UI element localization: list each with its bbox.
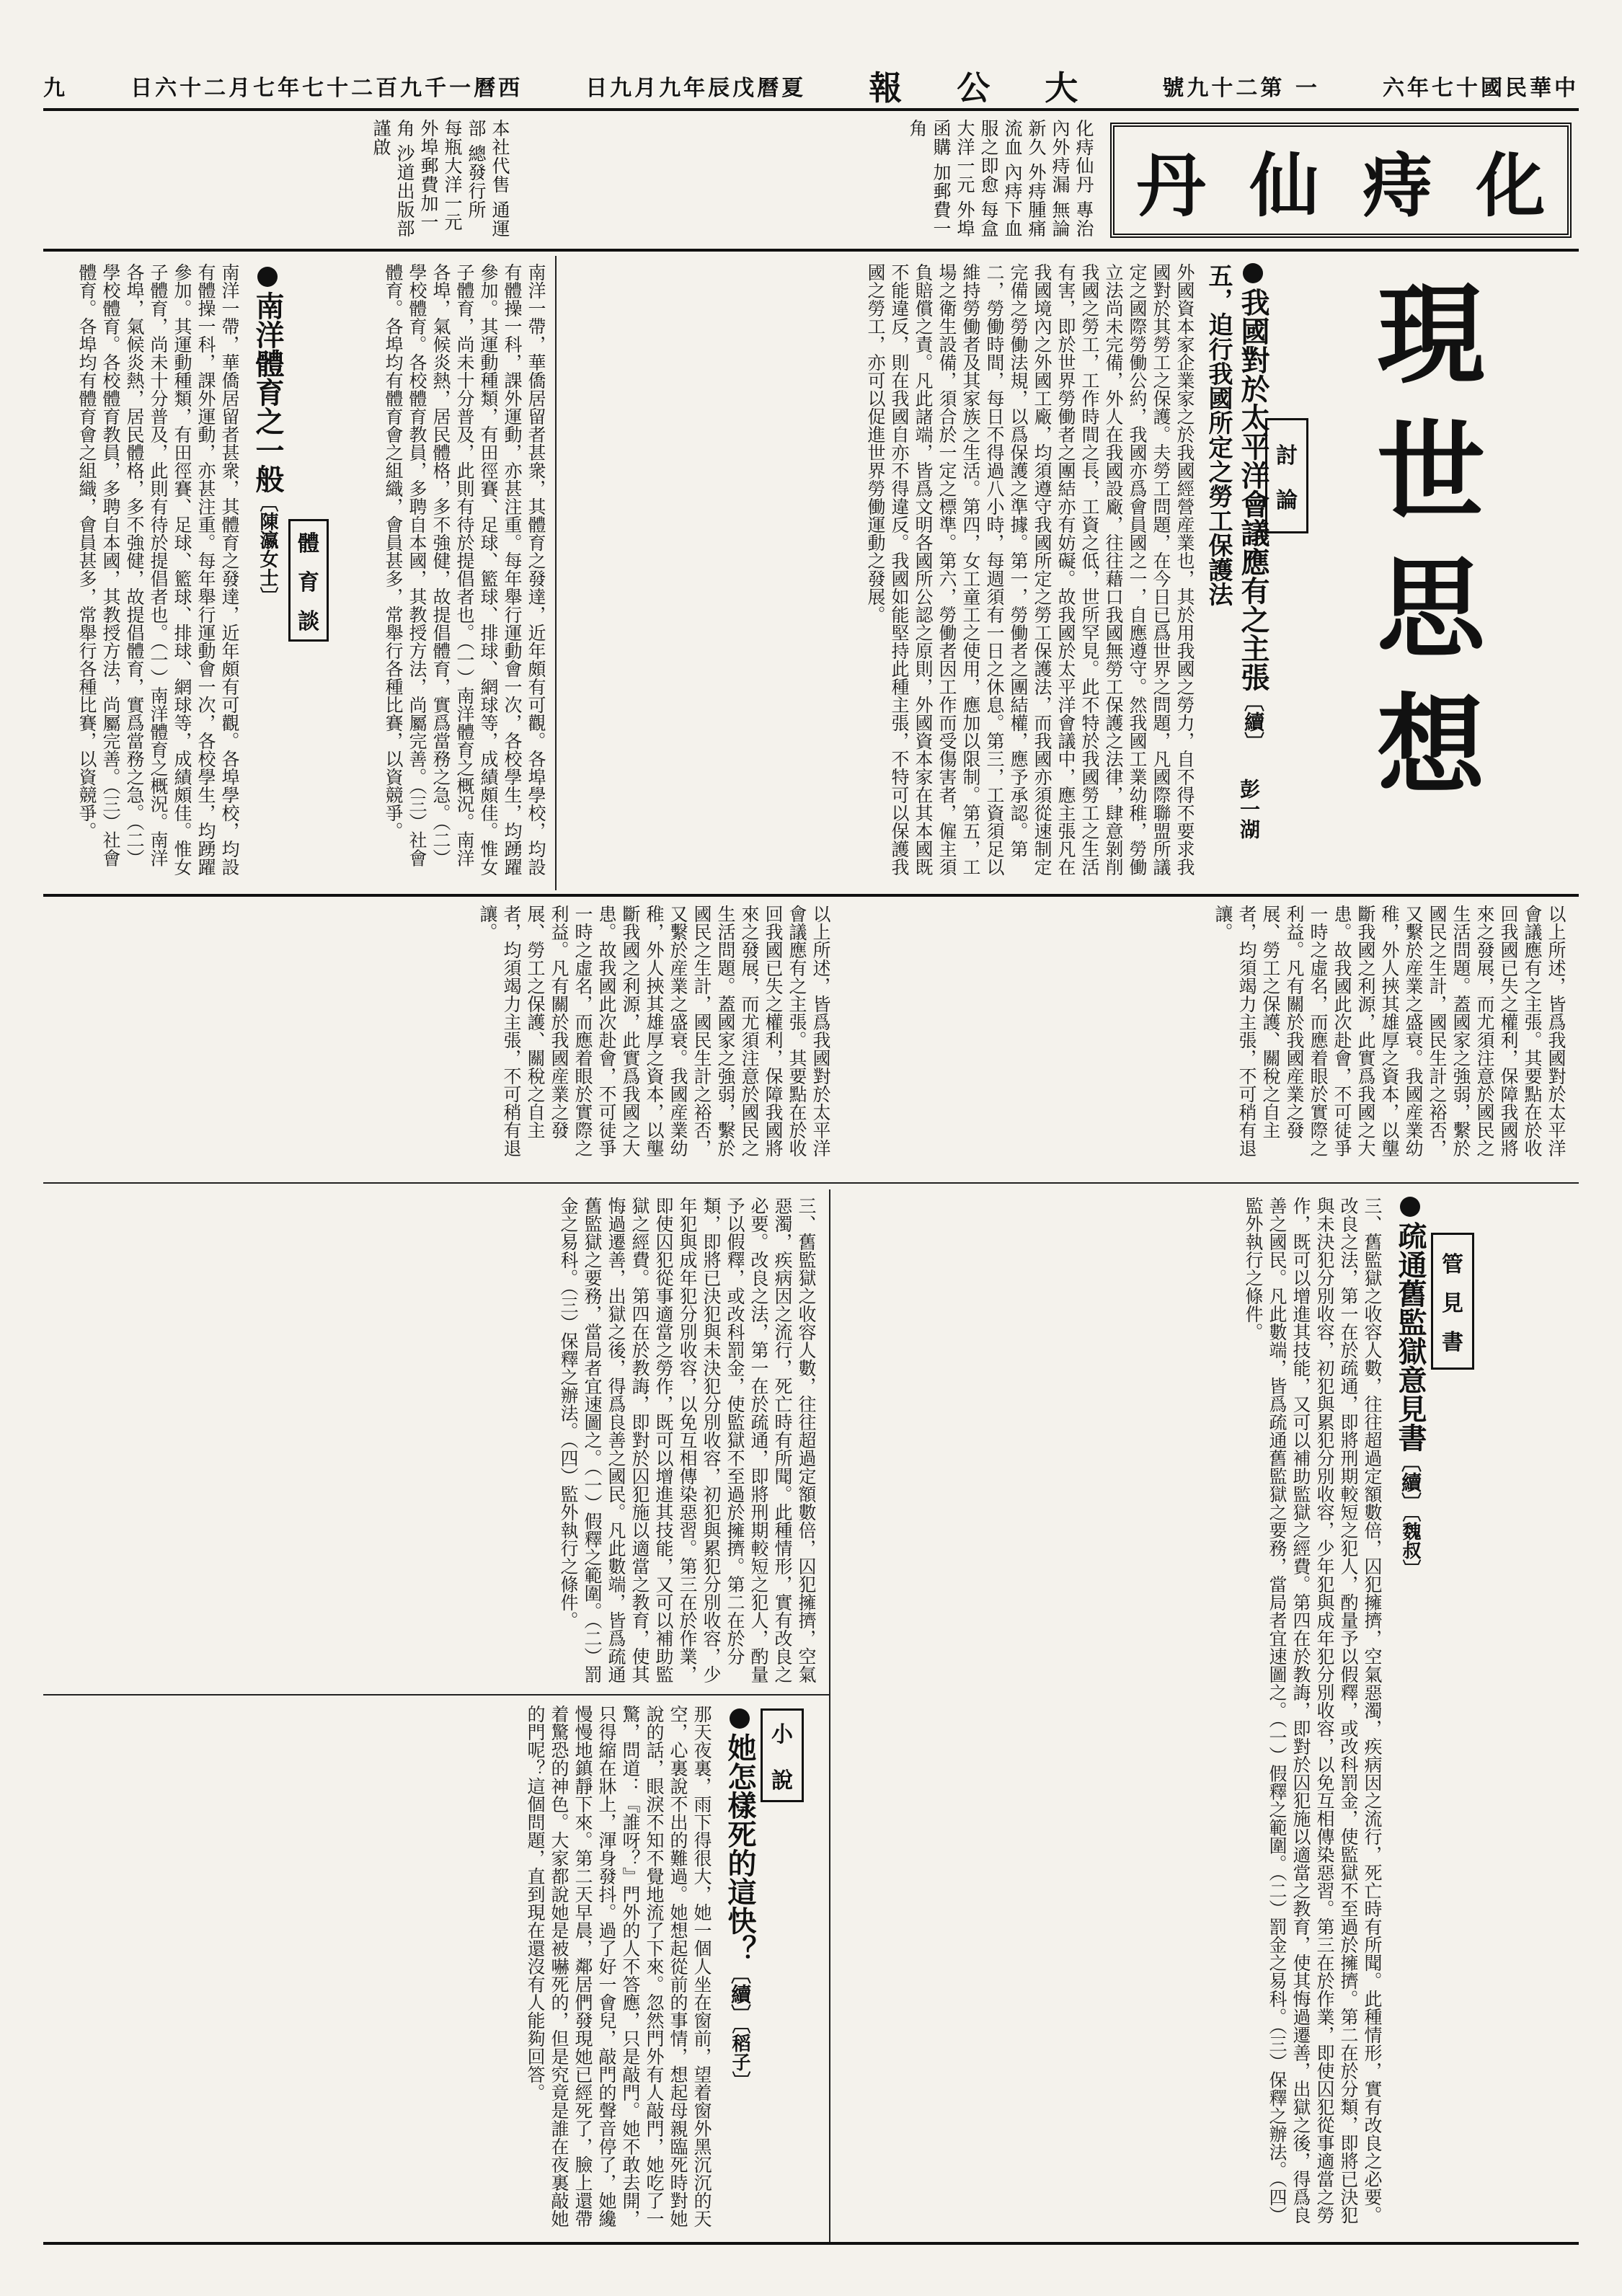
continued-tag: 〔續〕: [728, 1964, 752, 2024]
dateline-republic-date: 六年七十國民華中: [1382, 76, 1579, 101]
dateline-page-number: 九: [43, 76, 68, 101]
continued-tag: 〔續〕: [1399, 1452, 1422, 1512]
label-char: 說: [771, 1768, 793, 1794]
label-char: 小: [771, 1722, 793, 1747]
continued-tag: 〔續〕: [1241, 691, 1265, 752]
mid-divider: [43, 1182, 1579, 1184]
masthead-title: [1319, 267, 1550, 858]
ad-strip-left: 本社代售 通運部 總發行所 每瓶大洋一元 外埠郵費加一角 沙道出版部謹啟: [371, 119, 510, 238]
bullet-icon: [730, 1708, 750, 1729]
masthead-char: 現: [1376, 272, 1492, 399]
main-article-body: 外國資本家企業家之於我國經營産業也，其於用我國之勞力，自不得不要求我國對於其勞工之保護。夫勞工問題，在今日已爲世界之問題，凡國際聯盟所議定之國際勞働公約，我國亦爲會員國之一，自應遵守。然我國工業幼稚，勞働立法尚未完備，外人在我國設廠，往往藉口我國無勞工保護之法律，肆意剝削我國之勞工，工作時間之長，工資之低，世所罕見。此不特於我國勞工之生活有害，即於世界勞働者之團結亦有妨礙。故我國於太平洋會議中，應主張凡在我國境內之外國工廠，均須遵守我國所定之勞工保護法，而我國亦須從速制定完備之勞働法規，以爲保護之準據。第一，勞働者之團結權，應予承認。第二，勞働時間，每日不得過八小時，每週須有一日之休息。第三，工資須足以維持勞働者及其家族之生活。第四，女工童工之使用，應加以限制。第五，工場之衛生設備，須合於一定之標準。第六，勞働者因工作而受傷害者，僱主須負賠償之責。凡此諸端，皆爲文明各國所公認之原則，外國資本家在其本國既不能違反，則在我國自亦不得違反。我國如能堅持此種主張，不特可以保護我國之勞工，亦可以促進世界勞働運動之發展。: [865, 263, 1195, 876]
sports-body-left: 南洋一帶，華僑居留者甚衆，其體育之發達，近年頗有可觀。各埠學校，均設有體操一科，課外運動，亦甚注重。每年舉行運動會一次，各校學生，均踴躍參加。其運動種類，有田徑賽、足球、籃球、排球、網球等，成績頗佳。惟女子體育，尚未十分普及，此則有待於提倡者也。（一）南洋體育之概況。南洋各埠，氣候炎熱，居民體格，多不強健，故提倡體育，實爲當務之急。（二）學校體育。各校體育教員，多聘自本國，其教授方法，尚屬完善。（三）社會體育。各埠均有體育會之組織，會員甚多，常舉行各種比賽，以資競爭。: [76, 263, 240, 876]
ad-huazhi-xiandan: [1110, 123, 1572, 238]
opinion-headline-text: 疏通舊監獄意見書: [1393, 1221, 1427, 1452]
masthead-char: 想: [1376, 683, 1492, 810]
main-author: 彭一湖: [1237, 779, 1261, 839]
ad-char: 化: [1476, 144, 1546, 226]
column-divider: [829, 1189, 830, 2242]
sports-label: [288, 519, 329, 642]
opinion-headline: [1391, 1197, 1426, 1600]
sports-headline: [249, 267, 283, 642]
label-char: 討: [1276, 443, 1298, 469]
sports-headline-text: 南洋體育之一般: [251, 291, 285, 493]
dateline-issue: 號九十二第 一: [1162, 76, 1320, 101]
fiction-label: [761, 1708, 804, 1802]
opinion-body: 三、舊監獄之收容人數，往往超過定額數倍，囚犯擁擠，空氣惡濁，疾病因之流行，死亡時有所聞。此種情形，實有改良之必要。改良之法，第一在於疏通，即將刑期較短之犯人，酌量予以假釋，或改科罰金，使監獄不至過於擁擠。第二在於分類，即將已決犯與未決犯分別收容，初犯與累犯分別收容，少年犯與成年犯分別收容，以免互相傳染惡習。第三在於作業，即使囚犯從事適當之勞作，既可以增進其技能，又可以補助監獄之經費。第四在於教誨，即對於囚犯施以適當之教育，使其悔過遷善，出獄之後，得爲良善之國民。凡此數端，皆爲疏通舊監獄之要務，當局者宜速圖之。（一）假釋之範圍。（二）罰金之易科。（三）保釋之辦法。（四）監外執行之條件。: [1243, 1197, 1383, 2224]
main-headline-text: 我國對於太平洋會議應有之主張: [1236, 288, 1270, 691]
column-divider: [555, 256, 557, 890]
main-section-heading: 五，迫行我國所定之勞工保護法: [1204, 263, 1233, 606]
bottom-rule: [43, 2242, 1579, 2245]
bullet-icon: [1243, 263, 1263, 283]
top-rule: [43, 108, 1579, 111]
middle-rule: [43, 894, 1579, 897]
discussion-label: [1265, 418, 1308, 533]
opinion-label: [1431, 1233, 1474, 1370]
fiction-headline: [721, 1708, 755, 2155]
ads-rule: [43, 249, 1579, 252]
ad-strip-right: 化痔仙丹 專治內外痔漏 無論新久 外痔腫痛流血 內痔下血 服之即愈 每盒大洋一元 外埠函購 加郵費一角: [907, 119, 1094, 238]
dateline-lunar-date: 日九月九年辰戊曆夏: [585, 76, 807, 101]
ad-char: 痔: [1362, 144, 1432, 226]
label-char: 管: [1442, 1252, 1463, 1277]
label-char: 見: [1442, 1291, 1463, 1316]
bottom-left-text: 以上所述，皆爲我國對於太平洋會議應有之主張。其要點在於收回我國已失之權利，保障我國將來之發展，而尤須注意於國民之生活問題。蓋國家之強弱，繫於國民之生計，國民生計之裕否，又繫於産業之盛衰。我國産業幼稚，外人挾其雄厚之資本，以壟斷我國之利源，此實爲我國之大患。故我國此次赴會，不可徒爭一時之虛名，而應着眼於實際之利益。凡有關於我國産業之發展、勞工之保護、關稅之自主者，均須竭力主張，不可稍有退讓。: [477, 905, 831, 1157]
ad-char: 丹: [1136, 144, 1206, 226]
opinion-author: 〔魏叔〕: [1399, 1512, 1421, 1578]
main-article-continuation: 以上所述，皆爲我國對於太平洋會議應有之主張。其要點在於收回我國已失之權利，保障我國將來之發展，而尤須注意於國民之生活問題。蓋國家之強弱，繫於國民之生計，國民生計之裕否，又繫於産業之盛衰。我國産業幼稚，外人挾其雄厚之資本，以壟斷我國之利源，此實爲我國之大患。故我國此次赴會，不可徒爭一時之虛名，而應着眼於實際之利益。凡有關於我國産業之發展、勞工之保護、關稅之自主者，均須竭力主張，不可稍有退讓。: [1213, 905, 1566, 1157]
label-char: 育: [298, 570, 319, 595]
opinion-body-cont: 三、舊監獄之收容人數，往往超過定額數倍，囚犯擁擠，空氣惡濁，疾病因之流行，死亡時有所聞。此種情形，實有改良之必要。改良之法，第一在於疏通，即將刑期較短之犯人，酌量予以假釋，或改科罰金，使監獄不至過於擁擠。第二在於分類，即將已決犯與未決犯分別收容，初犯與累犯分別收容，少年犯與成年犯分別收容，以免互相傳染惡習。第三在於作業，即使囚犯從事適當之勞作，既可以增進其技能，又可以補助監獄之經費。第四在於教誨，即對於囚犯施以適當之教育，使其悔過遷善，出獄之後，得爲良善之國民。凡此數端，皆爲疏通舊監獄之要務，當局者宜速圖之。（一）假釋之範圍。（二）罰金之易科。（三）保釋之辦法。（四）監外執行之條件。: [558, 1197, 817, 1683]
main-headline: [1234, 263, 1269, 768]
dateline: [43, 68, 1579, 107]
label-char: 論: [1276, 488, 1298, 513]
label-char: 體: [298, 531, 319, 557]
sports-author: 〔陳瀛女士〕: [257, 493, 278, 606]
label-char: 書: [1442, 1330, 1463, 1355]
bullet-icon: [1400, 1197, 1420, 1217]
sports-body-right: 南洋一帶，華僑居留者甚衆，其體育之發達，近年頗有可觀。各埠學校，均設有體操一科，課外運動，亦甚注重。每年舉行運動會一次，各校學生，均踴躍參加。其運動種類，有田徑賽、足球、籃球、排球、網球等，成績頗佳。惟女子體育，尚未十分普及，此則有待於提倡者也。（一）南洋體育之概況。南洋各埠，氣候炎熱，居民體格，多不強健，故提倡體育，實爲當務之急。（二）學校體育。各校體育教員，多聘自本國，其教授方法，尚屬完善。（三）社會體育。各埠均有體育會之組織，會員甚多，常舉行各種比賽，以資競爭。: [383, 263, 546, 876]
dateline-paper-name: 報 公 大: [869, 68, 1100, 107]
dateline-western-date: 日六十二月七年七十二百九千一曆西: [130, 76, 523, 101]
lower-divider: [43, 1694, 829, 1696]
ad-char: 仙: [1249, 144, 1319, 226]
label-char: 談: [298, 609, 319, 634]
masthead-char: 世: [1376, 409, 1492, 536]
fiction-body: 那天夜裏，雨下得很大，她一個人坐在窗前，望着窗外黑沉沉的天空，心裏說不出的難過。她想起從前的事情，想起母親臨死時對她說的話，眼淚不知不覺地流了下來。忽然門外有人敲門，她吃了一驚，問道：『誰呀？』門外的人不答應，只是敲門。她不敢去開，只得縮在牀上，渾身發抖。過了好一會兒，敲門的聲音停了，她纔慢慢地鎮靜下來。第二天早晨，鄰居們發現她已經死了，臉上還帶着驚恐的神色。大家都說她是被嚇死的，但是究竟是誰在夜裏敲她的門呢？這個問題，直到現在還沒有人能夠回答。: [525, 1705, 712, 2228]
fiction-author: 〔稻子〕: [729, 2024, 750, 2090]
bullet-icon: [257, 267, 278, 287]
fiction-headline-text: 她怎樣死的這快？: [723, 1733, 757, 1964]
masthead-char: 思: [1376, 546, 1492, 673]
